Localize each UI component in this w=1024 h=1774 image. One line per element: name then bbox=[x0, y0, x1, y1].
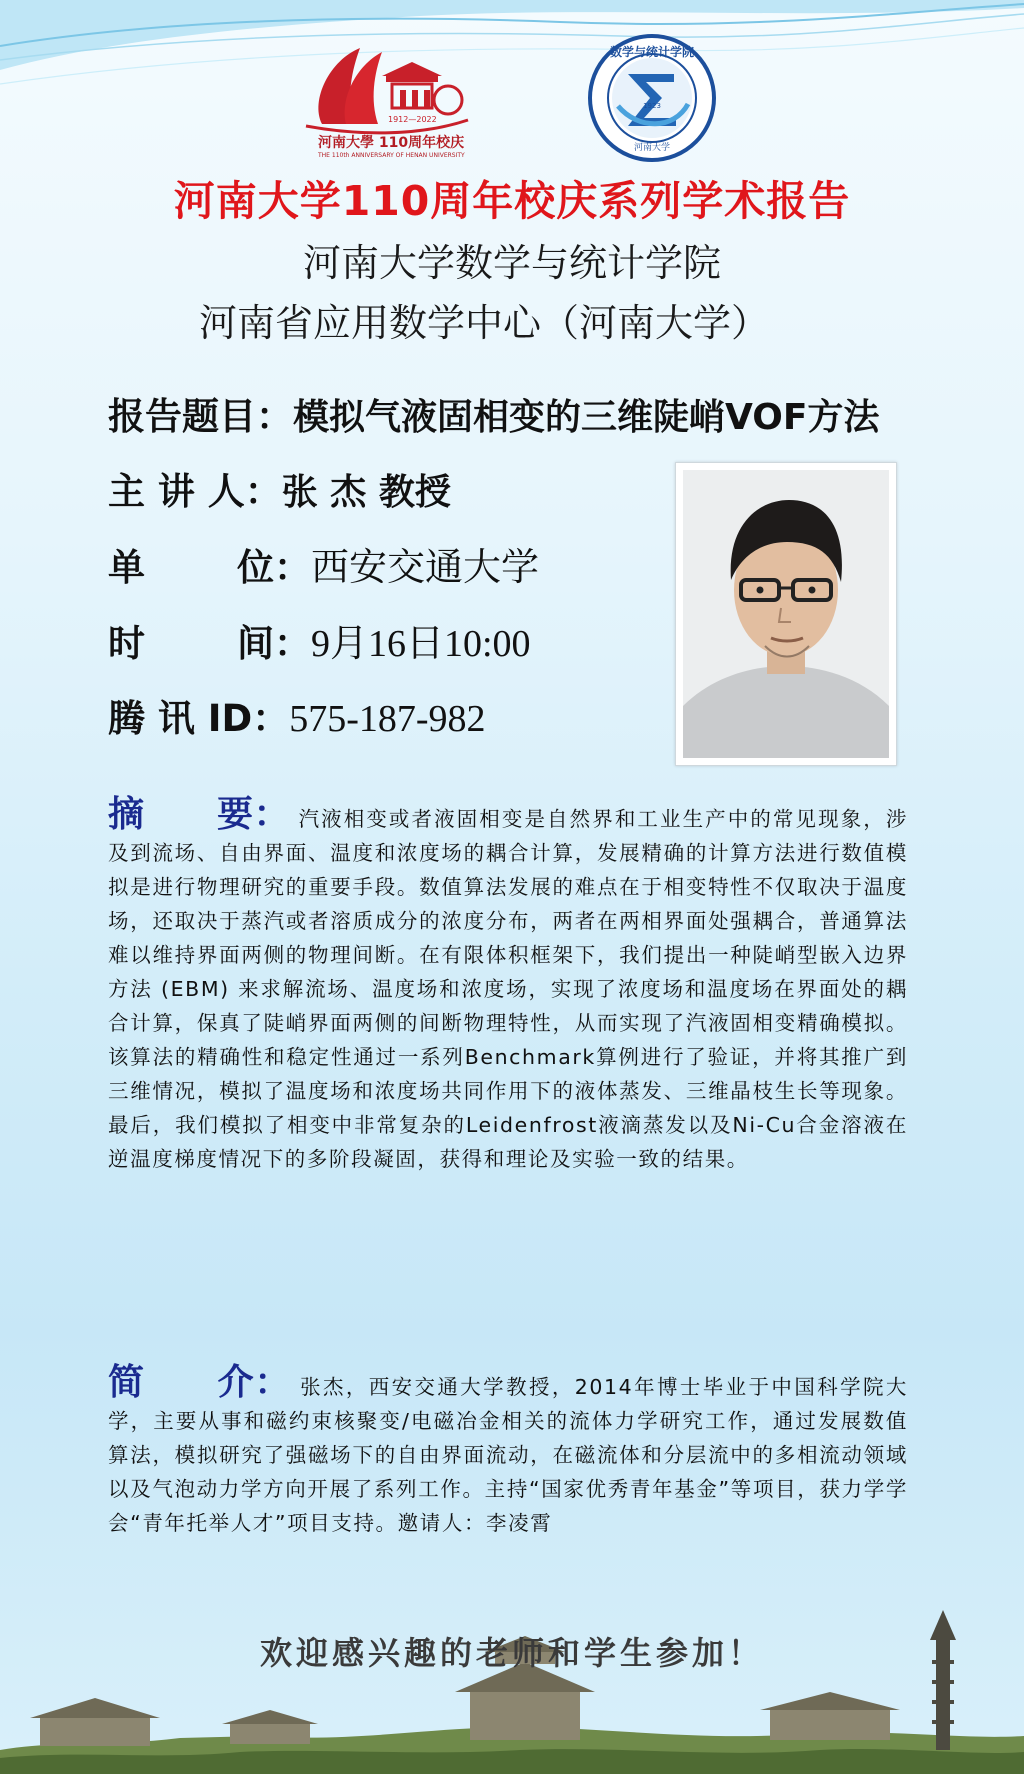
speaker-photo bbox=[683, 470, 889, 758]
series-title: 河南大学110周年校庆系列学术报告 bbox=[173, 177, 851, 225]
bio-heading: 简 介： bbox=[108, 1362, 292, 1403]
tencent-id-label: 腾 讯 ID： bbox=[108, 697, 290, 740]
topic-row bbox=[108, 386, 879, 440]
organization-line-2: 河南省应用数学中心（河南大学） bbox=[198, 301, 769, 345]
svg-text:1912—2022: 1912—2022 bbox=[388, 115, 437, 124]
top-wave-decoration bbox=[0, 0, 1024, 110]
svg-text:数学与统计学院: 数学与统计学院 bbox=[609, 45, 695, 59]
speaker-photo-frame bbox=[675, 462, 897, 766]
speaker-label: 主 讲 人： bbox=[108, 470, 282, 513]
topic-label: 报告题目： bbox=[108, 395, 293, 438]
time-row bbox=[108, 612, 531, 667]
anniversary-logo-text: 河南大學 110周年校庆 bbox=[318, 135, 465, 151]
time-value: 9月16日10:00 bbox=[311, 623, 531, 665]
unit-value: 西安交通大学 bbox=[311, 547, 540, 589]
speaker-row bbox=[108, 461, 451, 515]
tencent-id-value: 575-187-982 bbox=[289, 698, 486, 740]
bio-section bbox=[108, 1362, 908, 1540]
abstract-text: 汽液相变或者液固相变是自然界和工业生产中的常见现象，涉及到流场、自由界面、温度和浓度场的耦合计算，发展精确的计算方法进行数值模拟是进行物理研究的重要手段。数值算法发展的难点在于相变特性不仅取决于温度场，还取决于蒸汽或者溶质成分的浓度分布，两者在两相界面处强耦合，普通算法难以维持界面两侧的物理间断。在有限体积框架下，我们提出一种陡峭型嵌入边界方法 (EBM) 来求解流场、温度场和浓度场，实现了浓度场和温度场在界面处的耦合计算，保真了陡峭界面两侧的间断物理特性，从而实现了汽液固相变精确模拟。该算法的精确性和稳定性通过一系列Benchmark算例进行了验证，并将其推广到三维情况，模拟了温度场和浓度场共同作用下的液体蒸发、三维晶枝生长等现象。最后，我们模拟了相变中非常复杂的Leidenfrost液滴蒸发以及Ni-Cu合金溶液在逆温度梯度情况下的多阶段凝固，获得和理论及实验一致的结果。 bbox=[108, 807, 908, 1171]
bio-text: 张杰，西安交通大学教授，2014年博士毕业于中国科学院大学，主要从事和磁约束核聚变/电磁冶金相关的流体力学研究工作，通过发展数值算法，模拟研究了强磁场下的自由界面流动，在磁流体和分层流中的多相流动领域以及气泡动力学方向开展了系列工作。主持“国家优秀青年基金”等项目，获力学学会“青年托举人才”项目支持。邀请人：李凌霄 bbox=[108, 1375, 908, 1535]
abstract-section bbox=[108, 794, 908, 1176]
svg-text:河南大学: 河南大学 bbox=[633, 143, 671, 153]
tencent-id-row bbox=[108, 688, 486, 742]
anniversary-logo bbox=[300, 40, 470, 160]
anniversary-emblem-icon bbox=[300, 40, 470, 136]
campus-skyline-illustration bbox=[0, 1600, 1024, 1774]
organization-line-1: 河南大学数学与统计学院 bbox=[302, 241, 721, 285]
topic-value: 模拟气液固相变的三维陡峭VOF方法 bbox=[293, 397, 880, 438]
unit-row bbox=[108, 536, 539, 591]
time-label: 时 间： bbox=[108, 622, 311, 665]
unit-label: 单 位： bbox=[108, 546, 311, 589]
school-logo bbox=[588, 34, 716, 162]
abstract-heading: 摘 要： bbox=[108, 794, 290, 835]
anniversary-logo-subtext: THE 110th ANNIVERSARY OF HENAN UNIVERSITY bbox=[318, 152, 465, 159]
speaker-value: 张 杰 教授 bbox=[281, 472, 451, 513]
welcome-message: 欢迎感兴趣的老师和学生参加！ bbox=[259, 1634, 764, 1672]
svg-text:1923: 1923 bbox=[643, 102, 661, 110]
